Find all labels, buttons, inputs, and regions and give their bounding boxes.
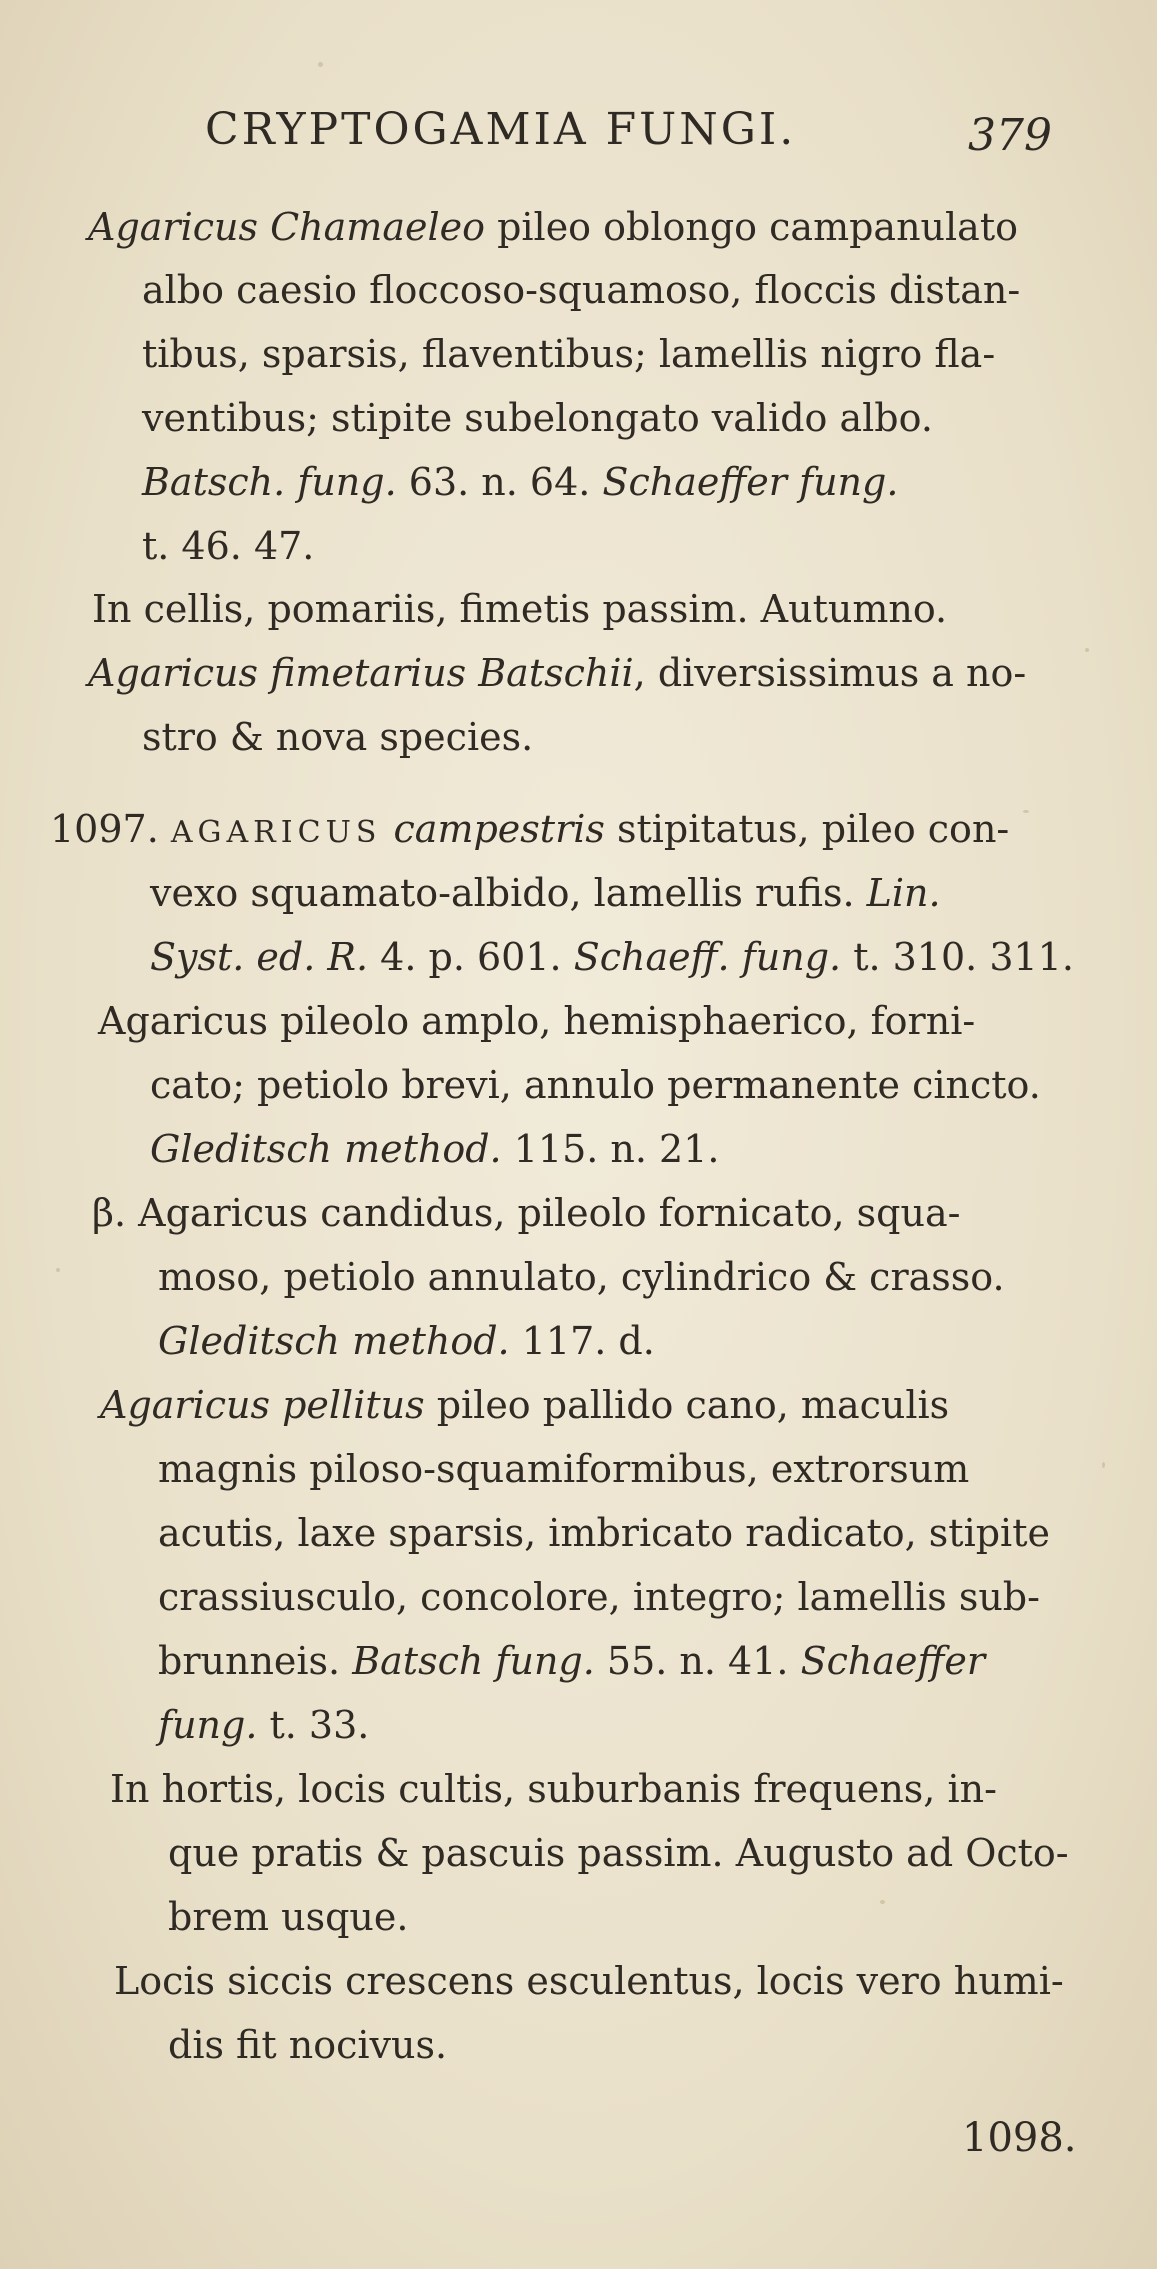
page-number: 379	[968, 110, 1052, 161]
text-line: Agaricus pellitus pileo pallido cano, maculis	[100, 1383, 950, 1427]
text-line: Batsch. fung. 63. n. 64. Schaeffer fung.	[142, 460, 899, 504]
text-line: brem usque.	[168, 1895, 409, 1939]
text-line: Agaricus fimetarius Batschii, diversissimus a no-	[88, 651, 1027, 695]
text-line: fung. t. 33.	[158, 1703, 370, 1747]
text-line: crassiusculo, concolore, integro; lamellis sub-	[158, 1575, 1040, 1619]
text-line: vexo squamato-albido, lamellis rufis. Lin.	[150, 871, 941, 915]
text-line: magnis piloso-squamiformibus, extrorsum	[158, 1447, 970, 1491]
text-line: dis fit nocivus.	[168, 2023, 448, 2067]
text-line: stro & nova species.	[142, 715, 534, 759]
text-line: cato; petiolo brevi, annulo permanente cincto.	[150, 1063, 1041, 1107]
text-line: In cellis, pomariis, fimetis passim. Autumno.	[92, 587, 948, 631]
text-line: In hortis, locis cultis, suburbanis frequens, in-	[110, 1767, 997, 1811]
text-line: acutis, laxe sparsis, imbricato radicato, stipite	[158, 1511, 1050, 1555]
text-line: Syst. ed. R. 4. p. 601. Schaeff. fung. t. 310. 311.	[150, 935, 1074, 979]
text-line: t. 46. 47.	[142, 524, 315, 568]
text-line: Gleditsch method. 115. n. 21.	[150, 1127, 720, 1171]
catchword: 1098.	[962, 2115, 1077, 2161]
text-line: Locis siccis crescens esculentus, locis vero humi-	[114, 1959, 1064, 2003]
text-line: moso, petiolo annulato, cylindrico & crasso.	[158, 1255, 1005, 1299]
text-line: Agaricus Chamaeleo pileo oblongo campanulato	[88, 205, 1018, 249]
text-line: Agaricus pileolo amplo, hemisphaerico, forni-	[98, 999, 976, 1043]
entry-heading-line: 1097. AGARICUS campestris stipitatus, pileo con-	[50, 807, 1010, 851]
entry-number: 1097.	[50, 807, 159, 851]
text-line: albo caesio floccoso-squamoso, floccis distan-	[142, 268, 1021, 312]
text-line: que pratis & pascuis passim. Augusto ad Octo-	[168, 1831, 1069, 1875]
text-line: tibus, sparsis, flaventibus; lamellis nigro fla-	[142, 332, 996, 376]
text-line: Gleditsch method. 117. d.	[158, 1319, 655, 1363]
text-line: brunneis. Batsch fung. 55. n. 41. Schaeffer	[158, 1639, 986, 1683]
running-title: CRYPTOGAMIA FUNGI.	[205, 104, 797, 155]
text-line: ventibus; stipite subelongato valido albo.	[142, 396, 933, 440]
text-line: β. Agaricus candidus, pileolo fornicato, squa-	[92, 1191, 961, 1235]
genus-name: AGARICUS	[170, 815, 382, 850]
page-header	[0, 98, 1157, 161]
